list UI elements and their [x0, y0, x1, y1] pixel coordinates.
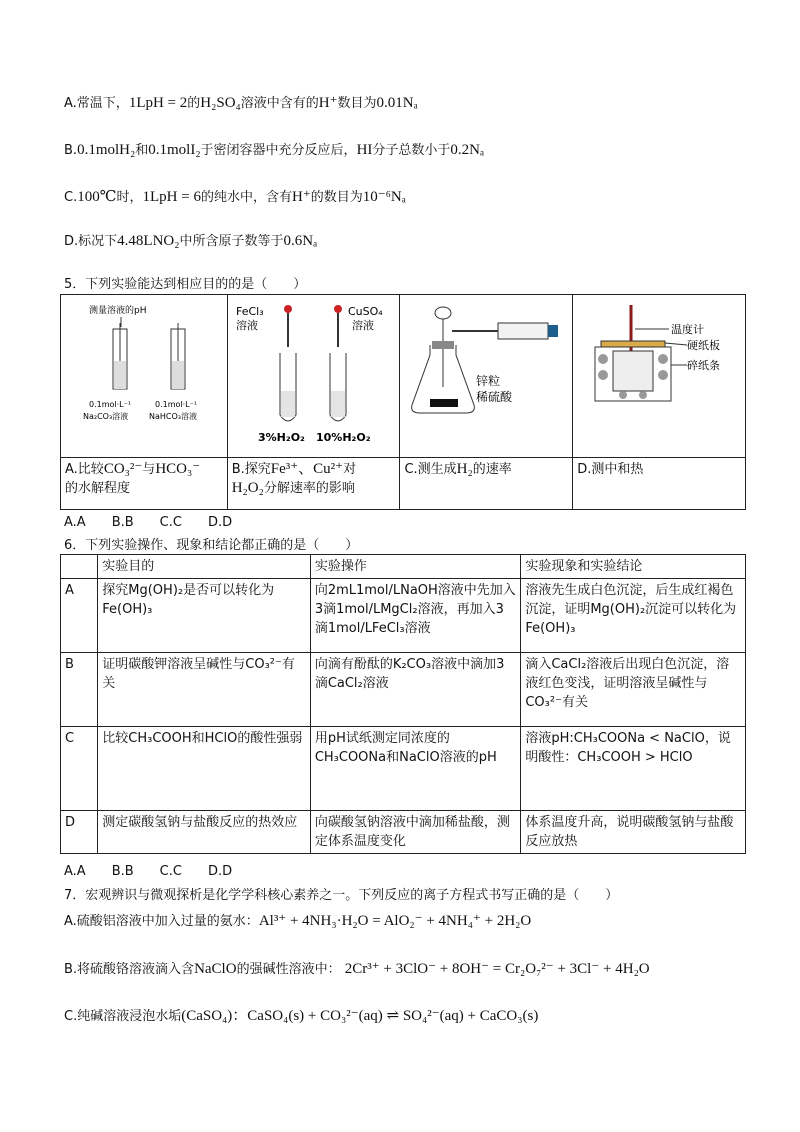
q6-row-operation: 用pH试纸测定同浓度的CH₃COONa和NaClO溶液的pH	[310, 727, 521, 811]
q4-option-a	[64, 92, 418, 112]
q5-fig-a-cell	[61, 295, 228, 458]
fig-d-label3: 碎纸条	[687, 359, 721, 372]
q4-b-expr: HI	[356, 142, 373, 158]
paper-scrap	[658, 354, 668, 364]
q4-c-expr: 10⁻⁶Nₐ	[362, 189, 406, 205]
fig-b-right-reagent: CuSO₄	[347, 305, 383, 318]
q6-row-label: C	[61, 727, 98, 811]
calorimeter-figure	[573, 295, 743, 451]
caption-expr: HCO₃⁻	[155, 461, 201, 477]
q6-row-purpose: 探究Mg(OH)₂是否可以转化为Fe(OH)₃	[98, 579, 311, 653]
fig-b-right-reagent2: 溶液	[351, 319, 374, 332]
q7-b-text: 的强碱性溶液中：	[236, 962, 341, 977]
q4-a-expr: 0.01Nₐ	[376, 95, 418, 111]
q4-option-d	[64, 230, 317, 250]
q6-header-blank	[61, 555, 98, 579]
solution-fill	[331, 391, 345, 417]
q4-option-b	[64, 139, 484, 159]
q6-row-label: A	[61, 579, 98, 653]
caption-expr: H₂	[456, 461, 473, 477]
fig-d-label1: 温度计	[671, 323, 705, 336]
q7-option-a	[64, 910, 531, 930]
fig-a-left-name: Na₂CO₃溶液	[83, 412, 129, 421]
q6-table	[60, 554, 746, 854]
q7-c-equation: (CaSO₄)：CaSO₄(s) + CO₃²⁻(aq) ⇌ SO₄²⁻(aq) + CaCO₃(s)	[181, 1008, 539, 1024]
fig-d-label2: 硬纸板	[687, 339, 721, 352]
q6-row-operation: 向碳酸氢钠溶液中滴加稀盐酸，测定体系温度变化	[310, 811, 521, 854]
q4-a-expr: H₂SO₄	[200, 95, 241, 111]
cardboard-icon	[601, 341, 665, 347]
funnel-icon	[435, 307, 451, 319]
q7-option-b	[64, 958, 650, 978]
q5-fig-c-cell	[400, 295, 573, 458]
q6-row-purpose: 证明碳酸钾溶液呈碱性与CO₃²⁻有关	[98, 653, 311, 727]
solution-fill	[114, 361, 126, 389]
q6-row-label: D	[61, 811, 98, 854]
q4-a-text: A.常温下，	[64, 96, 129, 111]
caption-text: 的速率	[472, 462, 512, 477]
fig-a-right-name: NaHCO₃溶液	[149, 412, 197, 421]
solution-fill	[172, 361, 184, 389]
caption-text: 分解速率的影响	[263, 481, 355, 496]
q7-stem: 7．宏观辨识与微观探析是化学学科核心素养之一。下列反应的离子方程式书写正确的是（ ）	[64, 888, 619, 903]
q4-b-text: 和	[135, 143, 149, 158]
q5-caption-b	[227, 458, 400, 510]
q4-c-text: 的纯水中，含有	[200, 190, 292, 205]
gas-rate-figure	[400, 295, 570, 451]
inner-beaker-icon	[613, 351, 653, 391]
paper-scrap	[598, 370, 608, 380]
q4-b-text: B.	[64, 143, 78, 158]
paper-scrap	[658, 370, 668, 380]
fig-a-right-conc: 0.1mol·L⁻¹	[155, 400, 198, 409]
fig-c-label2: 稀硫酸	[476, 390, 513, 404]
ph-test-tubes-figure	[61, 295, 225, 451]
q4-c-text: C.	[64, 190, 78, 205]
q6-row-label: B	[61, 653, 98, 727]
q5-caption-a	[61, 458, 228, 510]
q7-a-text: A.硫酸铝溶液中加入过量的氨水：	[64, 914, 259, 929]
q6-header-purpose: 实验目的	[98, 555, 311, 579]
q6-row-result: 体系温度升高，说明碳酸氢钠与盐酸反应放热	[521, 811, 746, 854]
q4-a-expr: H⁺	[318, 95, 338, 111]
syringe-plunger-icon	[548, 325, 558, 337]
q4-a-text: 数目为	[337, 96, 377, 111]
q5-fig-d-cell	[573, 295, 746, 458]
paper-scrap	[598, 354, 608, 364]
fig-a-left-conc: 0.1mol·L⁻¹	[89, 400, 132, 409]
q6-row-operation: 向2mL1mol/LNaOH溶液中先加入3滴1mol/LMgCl₂溶液，再加入3滴1mol/LFeCl₃溶液	[310, 579, 521, 653]
fig-b-left-reagent2: 溶液	[235, 319, 258, 332]
dropper-bulb-icon	[284, 305, 292, 313]
q6-header-result: 实验现象和实验结论	[521, 555, 746, 579]
caption-expr: CO₃²⁻	[103, 461, 143, 477]
q4-c-expr: 100℃	[77, 189, 117, 205]
q7-option-c	[64, 1004, 538, 1025]
q4-b-expr: 0.1molH₂	[77, 142, 136, 158]
caption-text: B.探究	[231, 462, 271, 477]
caption-expr: Fe³⁺、Cu²⁺	[270, 461, 344, 477]
q4-a-expr: 1LpH = 2	[128, 95, 188, 111]
q6-row-purpose: 测定碳酸氢钠与盐酸反应的热效应	[98, 811, 311, 854]
q4-c-text: 的数目为	[310, 190, 363, 205]
catalyst-tubes-figure	[228, 295, 398, 451]
q6-options: A.A B.B C.C D.D	[64, 864, 233, 879]
q7-a-equation: Al³⁺ + 4NH₃·H₂O = AlO₂⁻ + 4NH₄⁺ + 2H₂O	[258, 913, 532, 929]
caption-text: C.测生成	[404, 462, 457, 477]
fig-b-left-reagent: FeCl₃	[235, 305, 264, 318]
q7-c-text: C.纯碱溶液浸泡水垢	[64, 1009, 182, 1024]
q5-stem: 5．下列实验能达到相应目的的是（ ）	[64, 277, 307, 292]
q5-caption-d: D.测中和热	[573, 458, 746, 510]
q6-row-result: 溶液pH:CH₃COONa < NaClO，说明酸性：CH₃COOH > HClO	[521, 727, 746, 811]
q4-a-text: 的	[187, 96, 201, 111]
q6-stem: 6．下列实验操作、现象和结论都正确的是（ ）	[64, 538, 359, 553]
q6-row-result: 溶液先生成白色沉淀，后生成红褐色沉淀，证明Mg(OH)₂沉淀可以转化为Fe(OH)₃	[521, 579, 746, 653]
q4-b-text: 于密闭容器中充分反应后，	[200, 143, 357, 158]
fig-a-top-label: 测量溶液的pH	[89, 306, 147, 316]
solution-fill	[281, 391, 295, 417]
fig-b-left-tube: 3%H₂O₂	[257, 431, 305, 444]
q5-options: A.A B.B C.C D.D	[64, 515, 233, 530]
q4-a-text: 溶液中含有的	[240, 96, 319, 111]
q4-b-expr: 0.2Nₐ	[450, 142, 485, 158]
q6-header-operation: 实验操作	[310, 555, 521, 579]
paper-scrap	[619, 391, 627, 399]
q4-b-text: 分子总数小于	[372, 143, 451, 158]
q4-d-expr: 0.6Nₐ	[283, 233, 318, 249]
q4-d-text: 中所含原子数等于	[179, 234, 284, 249]
fig-b-right-tube: 10%H₂O₂	[315, 431, 371, 444]
q4-option-c	[64, 186, 406, 206]
zinc-granules	[430, 399, 458, 407]
q4-c-expr: 1LpH = 6	[142, 189, 201, 205]
caption-text: 的水解程度	[65, 481, 131, 496]
caption-expr: H₂O₂	[231, 480, 264, 496]
stopper-icon	[432, 341, 454, 349]
dropper-bulb-icon	[334, 305, 342, 313]
q7-b-text: B.将硫酸铬溶液滴入含	[64, 962, 195, 977]
q4-d-expr: 4.48LNO₂	[117, 233, 180, 249]
q4-d-text: D.标况下	[64, 234, 118, 249]
q5-figure-table	[60, 294, 746, 510]
q4-c-expr: H⁺	[292, 189, 311, 205]
q7-b-expr: NaClO	[194, 961, 237, 977]
fig-c-label1: 锌粒	[476, 374, 501, 388]
q5-caption-c	[400, 458, 573, 510]
q5-fig-b-cell	[227, 295, 400, 458]
q6-row-purpose: 比较CH₃COOH和HClO的酸性强弱	[98, 727, 311, 811]
q6-row-operation: 向滴有酚酞的K₂CO₃溶液中滴加3滴CaCl₂溶液	[310, 653, 521, 727]
syringe-icon	[498, 323, 548, 339]
caption-text: A.比较	[65, 462, 104, 477]
caption-text: 与	[142, 462, 156, 477]
q4-c-text: 时，	[116, 190, 143, 205]
paper-scrap	[639, 391, 647, 399]
q6-row-result: 滴入CaCl₂溶液后出现白色沉淀，溶液红色变浅，证明溶液呈碱性与CO₃²⁻有关	[521, 653, 746, 727]
q4-b-expr: 0.1molI₂	[148, 142, 201, 158]
leader-line	[665, 343, 687, 345]
q7-b-equation: 2Cr³⁺ + 3ClO⁻ + 8OH⁻ = Cr₂O₇²⁻ + 3Cl⁻ + 4H₂O	[344, 961, 650, 977]
caption-text: 对	[343, 462, 357, 477]
